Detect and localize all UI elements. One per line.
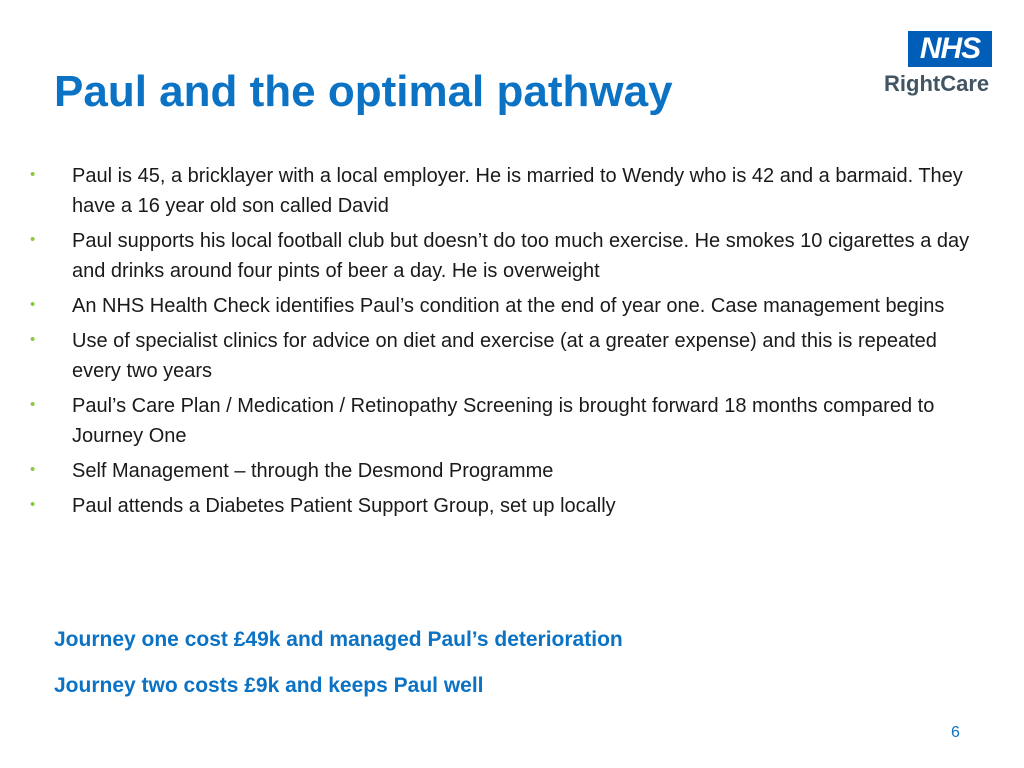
bullet-item [30, 326, 980, 386]
journey-one-summary: Journey one cost £49k and managed Paul’s deterioration [54, 628, 623, 651]
bullet-marker-icon: • [30, 296, 36, 313]
bullet-item [30, 226, 980, 286]
bullet-text: Use of specialist clinics for advice on diet and exercise (at a greater expense) and this is repeated every two years [72, 330, 937, 382]
bullet-item [30, 491, 980, 521]
bullet-marker-icon: • [30, 166, 36, 183]
bullet-text: Paul attends a Diabetes Patient Support Group, set up locally [72, 495, 616, 517]
bullet-marker-icon: • [30, 496, 36, 513]
journey-two-summary: Journey two costs £9k and keeps Paul well [54, 674, 484, 697]
bullet-text: An NHS Health Check identifies Paul’s condition at the end of year one. Case management begins [72, 295, 945, 317]
bullet-marker-icon: • [30, 396, 36, 413]
bullet-list [30, 161, 980, 526]
page-number: 6 [951, 724, 960, 741]
bullet-item [30, 291, 980, 321]
bullet-marker-icon: • [30, 331, 36, 348]
bullet-item [30, 161, 980, 221]
nhs-logo-box: NHS [908, 31, 992, 67]
slide-title: Paul and the optimal pathway [54, 67, 673, 116]
bullet-marker-icon: • [30, 461, 36, 478]
bullet-text: Paul is 45, a bricklayer with a local employer. He is married to Wendy who is 42 and a barmaid. They have a 16 year old son called David [72, 165, 963, 217]
bullet-text: Self Management – through the Desmond Programme [72, 460, 554, 482]
bullet-item [30, 391, 980, 451]
bullet-marker-icon: • [30, 231, 36, 248]
bullet-item [30, 456, 980, 486]
nhs-rightcare-logo [884, 31, 994, 97]
bullet-text: Paul supports his local football club but doesn’t do too much exercise. He smokes 10 cigarettes a day and drinks around four pints of beer a day. He is overweight [72, 230, 970, 282]
rightcare-wordmark: RightCare [884, 71, 990, 96]
bullet-text: Paul’s Care Plan / Medication / Retinopathy Screening is brought forward 18 months compared to Journey One [72, 395, 935, 447]
